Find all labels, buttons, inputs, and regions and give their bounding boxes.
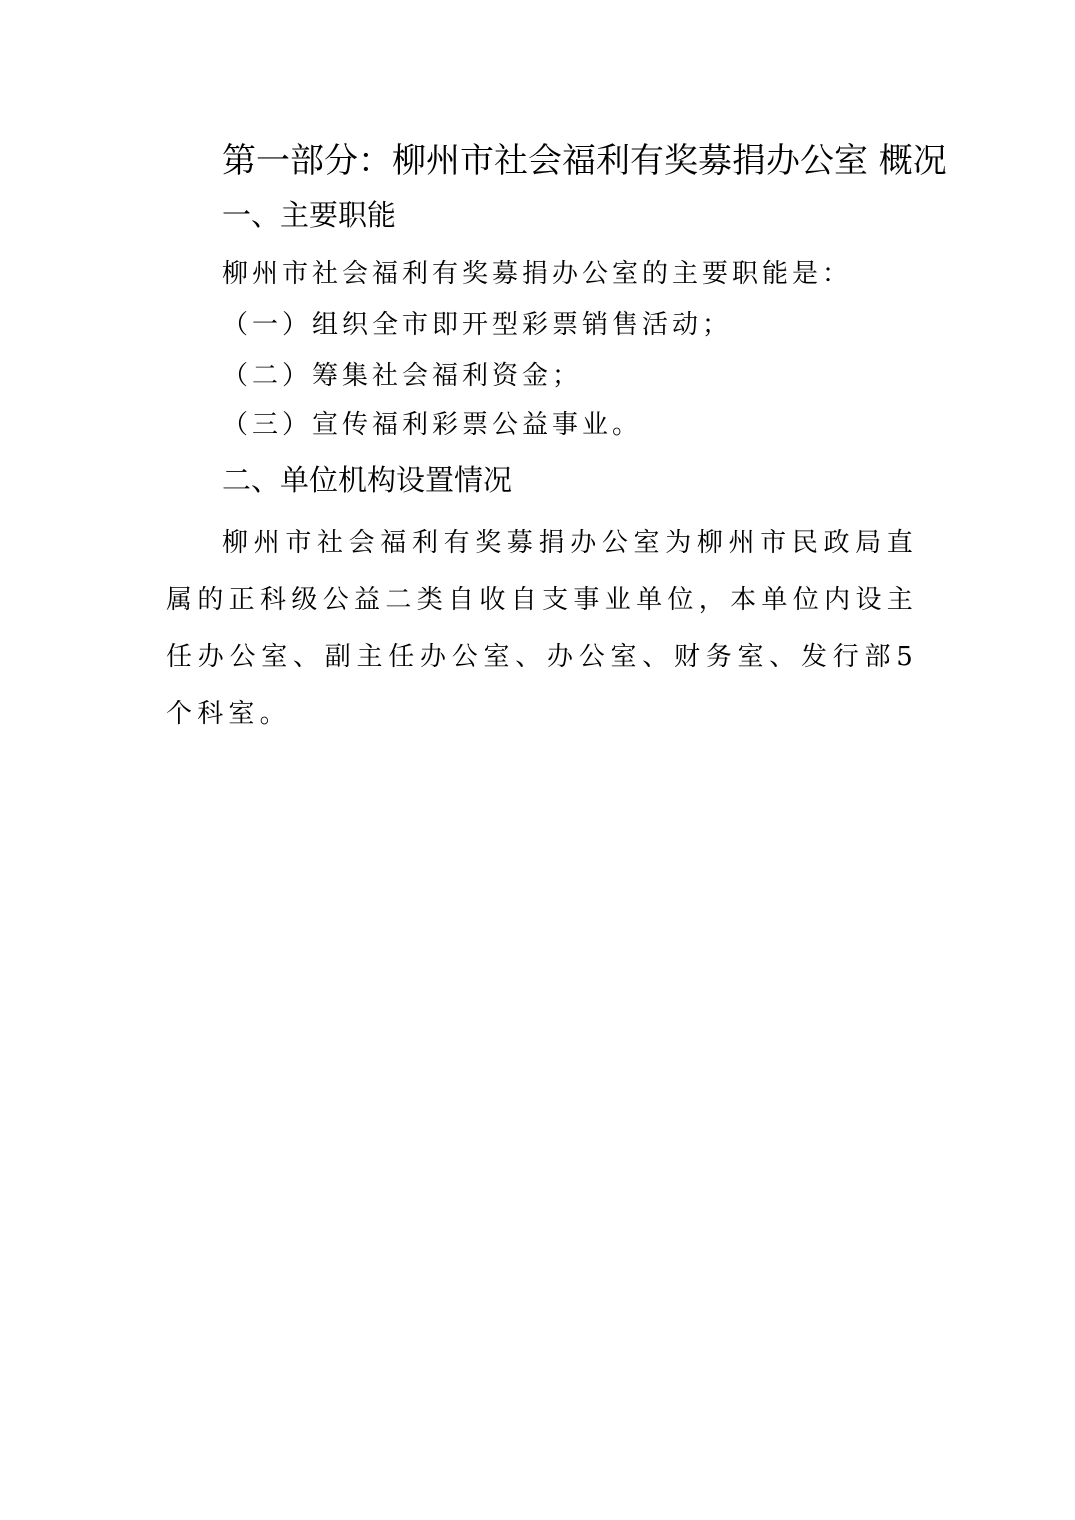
section-heading-organization: 二、单位机构设置情况 — [222, 463, 513, 497]
function-item: （二）筹集社会福利资金； — [222, 361, 583, 391]
page-title: 第一部分：柳州市社会福利有奖募捐办公室 概况 — [222, 141, 947, 181]
organization-paragraph: 柳州市社会福利有奖募捐办公室为柳州市民政局直属的正科级公益二类自收自支事业单位，本单位内设主任办公室、副主任办公室、办公室、财务室、发行部5个科室。 — [166, 528, 918, 729]
functions-intro: 柳州市社会福利有奖募捐办公室的主要职能是： — [222, 259, 853, 289]
section-heading-main-functions: 一、主要职能 — [222, 198, 397, 232]
function-item: （一）组织全市即开型彩票销售活动； — [222, 310, 733, 340]
function-item: （三）宣传福利彩票公益事业。 — [222, 410, 643, 440]
